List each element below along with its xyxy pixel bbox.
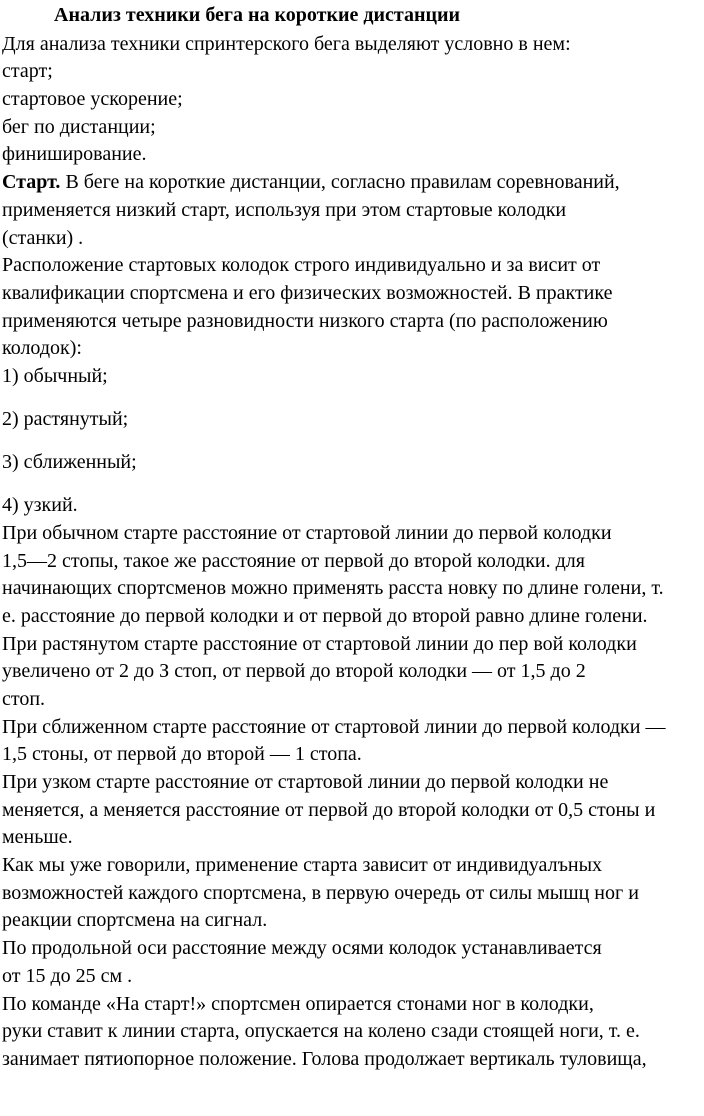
text-line: 1,5—2 стопы, такое же расстояние от первой до второй колодки. для [2, 550, 585, 572]
text-line: колодок): [2, 337, 82, 359]
list-item: 2) растянутый; [2, 408, 129, 430]
text-line: занимает пятиопорное положение. Голова продолжает вертикаль туловища, [2, 1048, 647, 1070]
text-line: бег по дистанции; [2, 116, 156, 138]
text-line: меняется, а меняется расстояние от первой до второй колодки от 0,5 стоны и [2, 799, 656, 821]
text-line: начинающих спортсменов можно применять расста новку по длине голени, т. [2, 577, 664, 599]
text-line: Как мы уже говорили, применение старта зависит от индивидуалъных [2, 854, 603, 876]
start-heading: Старт. [2, 171, 61, 193]
document-title: Анализ техники бега на короткие дистанции [54, 4, 461, 26]
text-line: от 15 до 25 см . [2, 965, 133, 987]
start-paragraph-line [2, 171, 620, 193]
text-line: По команде «На старт!» спортсмен опирается стонами ног в колодки, [2, 993, 594, 1015]
text-line: руки ставит к линии старта, опускается на колено сзади стоящей ноги, т. е. [2, 1020, 640, 1042]
text-line: увеличено от 2 до З стоп, от первой до второй колодки — от 1,5 до 2 [2, 660, 586, 682]
text-line: возможностей каждого спортсмена, в первую очередь от силы мышц ног и [2, 882, 639, 904]
start-text: В беге на короткие дистанции, согласно правилам соревнований, [60, 171, 620, 193]
text-line: финиширование. [2, 143, 147, 165]
text-line: При обычном старте расстояние от стартовой линии до первой колодки [2, 522, 612, 544]
text-line: старт; [2, 60, 53, 82]
list-item: 3) сближенный; [2, 451, 137, 473]
text-line: стартовое ускорение; [2, 88, 183, 110]
text-line: При растянутом старте расстояние от стартовой линии до пер вой колодки [2, 633, 637, 655]
text-line: стоп. [2, 688, 46, 710]
text-line: реакции спортсмена на сигнал. [2, 909, 268, 931]
text-line: 1,5 стоны, от первой до второй — 1 стопа. [2, 743, 362, 765]
text-line: При сближенном старте расстояние от стартовой линии до первой колодки — [2, 716, 666, 738]
text-line: Для анализа техники спринтерского бега выделяют условно в нем: [2, 33, 571, 55]
text-line: квалификации спортсмена и его физических возможностей. В практике [2, 282, 613, 304]
text-line: применяются четыре разновидности низкого старта (по расположению [2, 310, 608, 332]
text-line: При узком старте расстояние от стартовой линии до первой колодки не [2, 771, 609, 793]
list-item: 1) обычный; [2, 365, 108, 387]
text-line: Расположение стартовых колодок строго индивидуально и за висит от [2, 254, 601, 276]
text-line: меньше. [2, 826, 73, 848]
text-line: (станки) . [2, 227, 84, 249]
text-line: По продольной оси расстояние между осями колодок устанавливается [2, 937, 602, 959]
list-item: 4) узкий. [2, 494, 78, 516]
text-line: е. расстояние до первой колодки и от первой до второй равно длине голени. [2, 605, 648, 627]
text-line: применяется низкий старт, используя при этом стартовые колодки [2, 199, 567, 221]
